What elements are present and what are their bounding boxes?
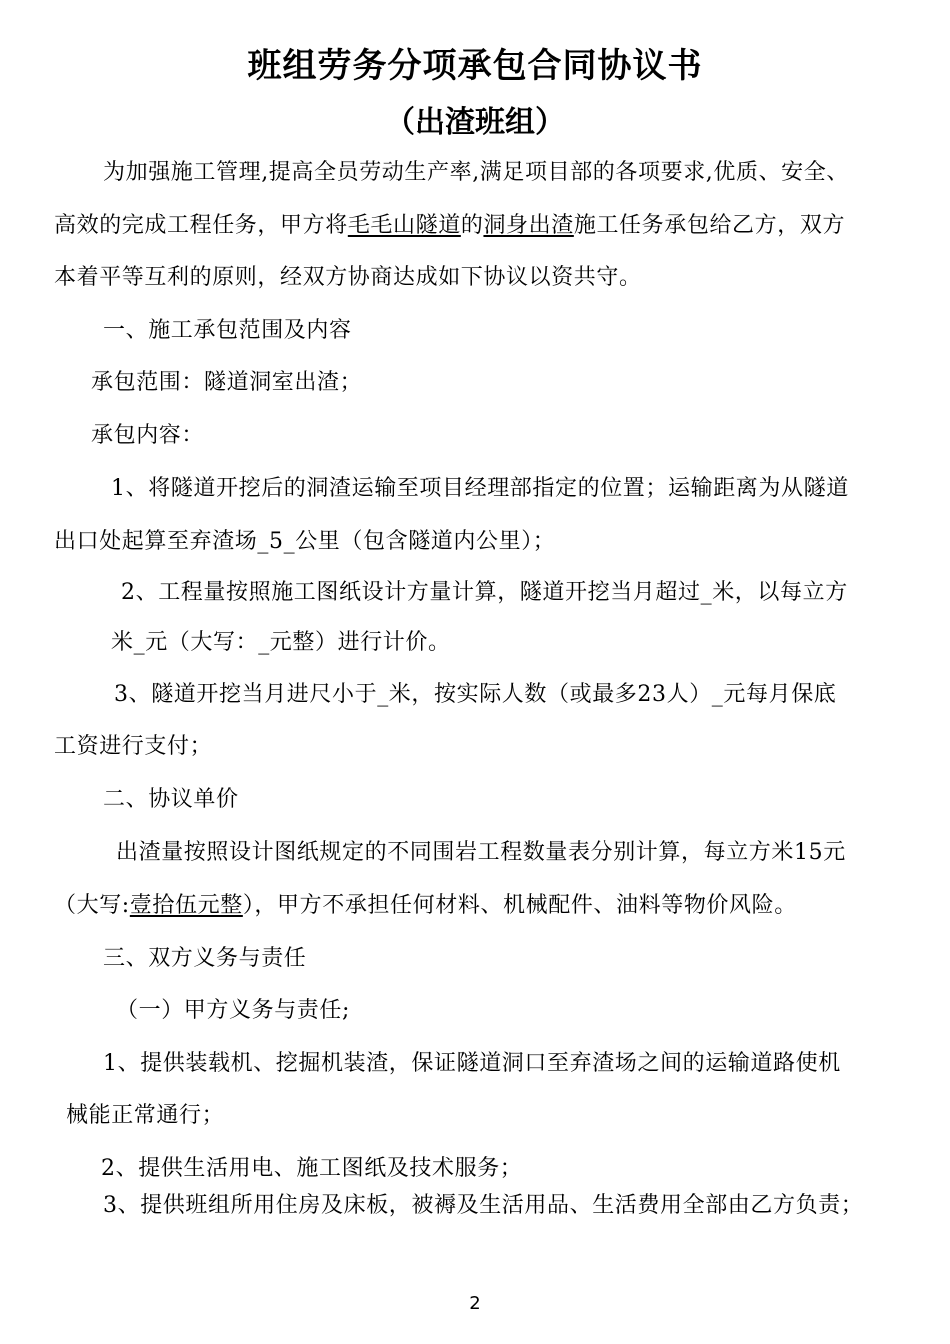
party-a-item-1-line-2: 械能正常通行；	[66, 1103, 225, 1128]
item-2-line-1: 2、工程量按照施工图纸设计方量计算，隧道开挖当月超过_米，以每立方	[121, 580, 848, 605]
price-amount-words: 壹拾伍元整	[129, 893, 243, 918]
party-a-item-2: 2、提供生活用电、施工图纸及技术服务；	[101, 1156, 523, 1181]
tunnel-name: 毛毛山隧道	[347, 213, 461, 238]
section-3-heading: 三、双方义务与责任	[103, 946, 307, 971]
intro-text: 高效的完成工程任务，甲方将	[54, 213, 348, 238]
price-line-1: 出渣量按照设计图纸规定的不同围岩工程数量表分别计算，每立方米15元	[116, 840, 846, 865]
intro-line-2	[54, 211, 845, 241]
section-2-heading: 二、协议单价	[103, 787, 239, 812]
price-text: ），甲方不承担任何材料、机械配件、油料等物价风险。	[242, 893, 797, 918]
page-number: 2	[469, 1293, 481, 1314]
item-2-line-2: 米_元（大写：_元整）进行计价。	[111, 630, 451, 655]
price-line-2	[54, 891, 797, 921]
intro-text: 施工任务承包给乙方，双方	[573, 213, 846, 238]
section-1-heading: 一、施工承包范围及内容	[103, 318, 352, 343]
document-subtitle: （出渣班组）	[385, 105, 565, 140]
price-text: （大写:	[54, 893, 130, 918]
item-3-line-1: 3、隧道开挖当月进尺小于_米，按实际人数（或最多23人）_元每月保底	[114, 682, 837, 707]
item-1-line-2: 出口处起算至弃渣场_5_公里（包含隧道内公里）；	[54, 529, 556, 554]
party-a-item-3: 3、提供班组所用住房及床板，被褥及生活用品、生活费用全部由乙方负责；	[103, 1193, 864, 1218]
work-item: 洞身出渣	[483, 213, 574, 238]
item-1-line-1: 1、将隧道开挖后的洞渣运输至项目经理部指定的位置；运输距离为从隧道	[111, 476, 849, 501]
intro-text: 的	[460, 213, 484, 238]
document-title: 班组劳务分项承包合同协议书	[247, 46, 703, 86]
scope-line: 承包范围：隧道洞室出渣；	[91, 370, 363, 395]
item-3-line-2: 工资进行支付；	[54, 734, 213, 759]
content-label: 承包内容：	[91, 423, 205, 448]
party-a-item-1-line-1: 1、提供装载机、挖掘机装渣，保证隧道洞口至弃渣场之间的运输道路使机	[103, 1051, 841, 1076]
intro-line-3: 本着平等互利的原则，经双方协商达成如下协议以资共守。	[54, 265, 642, 290]
party-a-heading: （一）甲方义务与责任;	[116, 998, 351, 1023]
intro-line-1: 为加强施工管理,提高全员劳动生产率,满足项目部的各项要求,优质、安全、	[103, 160, 849, 185]
